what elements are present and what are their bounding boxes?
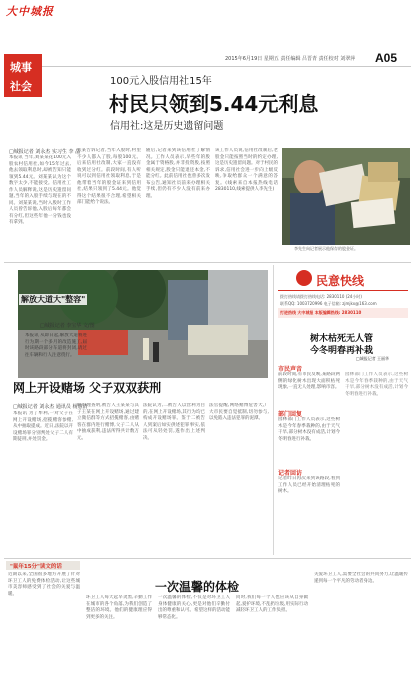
feedback-body1: 前段时间,有市民反映,某路段两侧的绿化树木出现大面积枯死现象,一直无人处理,影响市容。: [278, 372, 340, 390]
lead-body-col1: 本报讯 当年,刘某某花100元入股农村信用社,如今15年过去,他去领取利息时,却被告知只能领到5.44元。刘某某认为这个数字太少,不能接受。信用社工作人员解释说,这是历史遗留问题,当年的入股手续与现在的不同。刘某某说,当时入股时工作人员曾告诉他,入股后每年都会有分红,但这些年他一分钱也没有拿到。: [9, 155, 71, 225]
column-divider: [273, 265, 274, 555]
section-tag-line2: 社会: [10, 80, 32, 93]
commentary-headline: 一次温馨的体检: [155, 580, 240, 594]
road-article-byline: □城报记者 李宝华 文/图: [40, 323, 95, 329]
commentary-body-col5: 关爱环卫工人,需要全社会的共同努力,让温暖传递到每一个平凡的劳动者身边。: [314, 572, 408, 584]
masthead-rule: [4, 66, 411, 67]
section-tag: [4, 54, 42, 97]
lead-photo-illustration: [282, 148, 410, 245]
lead-photo-caption: 李先生向记者展示他保存的股金证。: [294, 246, 358, 251]
lead-headline: 村民只领到5.44元利息: [109, 92, 319, 116]
newspaper-logo: [4, 3, 66, 19]
section-divider-2: [4, 558, 411, 559]
feedback-body-extra: 园林部门工作人员表示,这些树木是今年春季栽种的,由于天气干旱,部分树木没有成活,计划今冬明春进行补栽。: [345, 372, 408, 397]
gambling-body-col1: 本报讯 为了牟利,一对父子在网上开设赌场,招揽赌客参赌,从中抽取提成。近日,法院以开设赌场罪分别判处父子二人有期徒刑,并处罚金。: [13, 411, 73, 442]
gambling-body-col4: 法官提醒,网络赌博危害大,广大市民要自觉抵制,切勿参与,以免陷入违法犯罪的泥潭。: [209, 403, 269, 421]
hotline-banner: [278, 308, 408, 318]
logo-text: 大中城报: [6, 5, 54, 18]
gambling-body-col2: 经审理查明,被告人王某某与其子王某在网上开设赌场,通过建立微信群等方式招揽赌客,由赌客在群内进行赌博,父子二人从中抽成获利,违法所得共计数万元。: [77, 403, 139, 441]
gambling-byline: □城报记者 刘永杰 通讯员 杨惠清: [13, 404, 88, 410]
hotline-line2: 联系QQ: 1003720996 电子信箱: zjmjkx@163.com: [280, 301, 377, 306]
gambling-body-col3: 法院认为,二被告人以营利为目的,在网上开设赌场,其行为均已构成开设赌场罪。鉴于二被告人到案后如实供述犯罪事实,依法可从轻处罚,遂作出上述判决。: [143, 403, 205, 441]
feedback-section1-label: 市民声音: [278, 366, 303, 373]
feedback-section3-label: 记者回访: [278, 470, 303, 477]
feedback-body2: 园林部门工作人员表示,这些树木是今年春季栽种的,由于天气干旱,部分树木没有成活,计划今冬明春进行补栽。: [278, 417, 340, 442]
feedback-body3: 记者昨日再次来到该路段,看到工作人员已经开始清理枯死的树木。: [278, 476, 340, 494]
lead-subhead: 信用社:这是历史遗留问题: [110, 121, 224, 132]
lead-kicker: 100元入股信用社15年: [110, 76, 212, 87]
commentary-tag: [6, 561, 80, 570]
hotline-rule: [278, 290, 408, 291]
page-number: A05: [375, 51, 398, 65]
lead-byline: □城报记者 刘永杰 实习生 李 晶: [9, 149, 81, 155]
road-article-headline: 解放大道大"整容": [21, 295, 86, 304]
hotline-title: 民意快线: [316, 274, 365, 288]
commentary-body-col4: 同时,我们每一个人也应该从自身做起,爱护环境,不乱扔垃圾,用实际行动减轻环卫工人的工作负担。: [236, 595, 308, 613]
feedback-byline: □城报记者 王丽华: [356, 356, 390, 361]
commentary-body-col3: 一次温馨的体检,不仅是对环卫工人身体健康的关心,更是对他们辛勤付出的尊重和认可。希望这样的活动能够常态化。: [158, 595, 230, 620]
commentary-body-col2: 环卫工人每天起早贪黑,辛勤工作在城市的各个角落,为我们创造了整洁的环境。他们的健康理应得到更多的关注。: [86, 595, 152, 620]
road-article-body: 本报讯 从即日起,解放大道将进行为期一个多月的改造施工,届时该路段部分车道将封闭,请过往车辆和行人注意绕行。: [25, 333, 87, 358]
feedback-title: 树木枯死无人管: [310, 334, 374, 344]
section-tag-line1: 城事: [10, 61, 32, 74]
lead-photo: [282, 148, 410, 245]
gambling-headline: 网上开设赌场 父子双双获刑: [13, 381, 162, 395]
section-divider-1: [4, 262, 411, 263]
hotline-icon: [296, 270, 312, 286]
lead-body-col2: 张某告诉记者,当年入股时,村里不少人都入了股,每股100元。后来信用社改制,大家一直没有收到过分红。前段时间,有人听说可以到信用社领取利息,于是他带着当年的股金证来到信用社,结果只领到了5.44元。他觉得这个结果很不合理,希望相关部门能给个说法。: [77, 148, 141, 205]
feedback-section2-label: 部门回复: [278, 411, 303, 418]
dateline: 2015年6月19日 星期五 责任编辑 吕晋青 责任校对 刘翠萍: [225, 56, 356, 62]
commentary-body-col1: 近期以来,全国很多地方开展了针对环卫工人的免费体检活动,让这些城市美容师感受到了社会的关爱与温暖。: [8, 572, 80, 597]
hotline-line1: 拨打热线请拨打热线电话: 2830110 (24小时): [280, 294, 362, 299]
commentary-tag-text: "鼠年15分"读文的话: [10, 564, 62, 570]
lead-body-col3: 随后,记者来到该信用社了解情况。工作人员表示,早些年的股金属于资格股,并非投资股,按照相关规定,股金只能退还本金,不能分红。此前信用社也曾多次发布公告,通知社员前来办理相关手续,但仍有不少人没有前来办理。: [146, 148, 210, 199]
lead-body-col4: 该工作人员说,信用社改制后,老股金只能按照当时的约定办理,这是历史遗留问题。对于村民的诉求,信用社会进一步向上级反映,争取给群众一个满意的答复。(线索来自本报热线电话2830110,线索提供人李先生): [215, 148, 278, 192]
feedback-subtitle: 今冬明春再补栽: [310, 346, 374, 356]
hotline-line3: 打进热线 大中城报 本版编辑热线: 2830110: [280, 310, 362, 315]
